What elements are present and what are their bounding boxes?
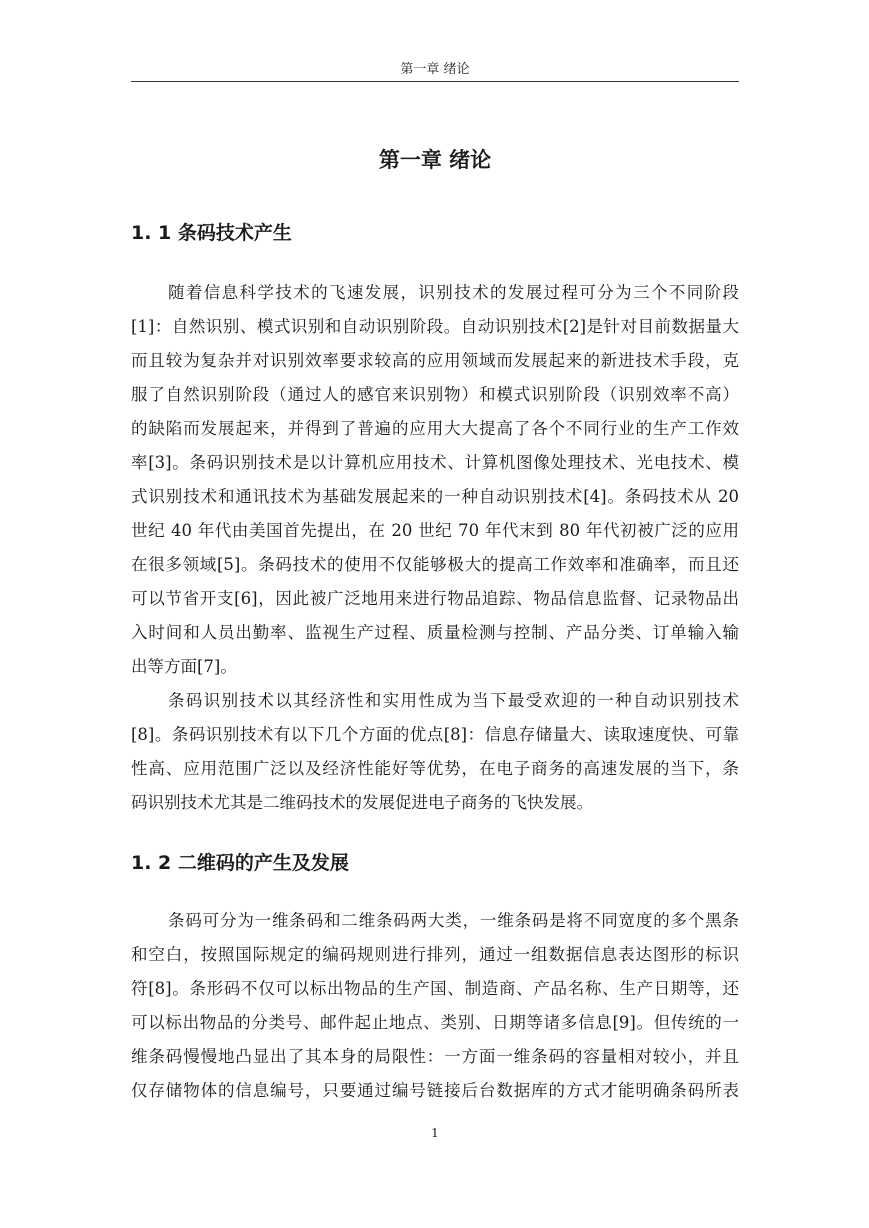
text-line: 入时间和人员出勤率、监视生产过程、质量检测与控制、产品分类、订单输入输 (131, 623, 739, 642)
text-line: 率[3]。条码识别技术是以计算机应用技术、计算机图像处理技术、光电技术、模 (131, 453, 739, 472)
text-line: 维条码慢慢地凸显出了其本身的局限性：一方面一维条码的容量相对较小，并且 (131, 1047, 739, 1066)
text-line: 出等方面[7]。 (131, 657, 237, 676)
text-line: 和空白，按照国际规定的编码规则进行排列，通过一组数据信息表达图形的标识 (131, 945, 739, 964)
section-heading: 1. 1 条码技术产生 (131, 222, 292, 244)
text-line: 服了自然识别阶段（通过人的感官来识别物）和模式识别阶段（识别效率不高） (131, 385, 739, 404)
page-number: 1 (431, 1126, 439, 1140)
text-line: 条码识别技术以其经济性和实用性成为当下最受欢迎的一种自动识别技术 (168, 691, 739, 710)
text-line: 仅存储物体的信息编号，只要通过编号链接后台数据库的方式才能明确条码所表 (131, 1081, 739, 1100)
text-line: [8]。条码识别技术有以下几个方面的优点[8]：信息存储量大、读取速度快、可靠 (131, 725, 739, 744)
text-line: 性高、应用范围广泛以及经济性能好等优势，在电子商务的高速发展的当下，条 (131, 759, 739, 778)
text-line: 式识别技术和通讯技术为基础发展起来的一种自动识别技术[4]。条码技术从 20 (131, 487, 739, 506)
text-line: 在很多领域[5]。条码技术的使用不仅能够极大的提高工作效率和准确率，而且还 (131, 555, 739, 574)
text-line: 可以标出物品的分类号、邮件起止地点、类别、日期等诸多信息[9]。但传统的一 (131, 1013, 739, 1032)
chapter-title: 第一章 绪论 (378, 148, 492, 172)
running-header: 第一章 绪论 (400, 62, 470, 77)
text-line: 符[8]。条形码不仅可以标出物品的生产国、制造商、产品名称、生产日期等，还 (131, 979, 739, 998)
text-line: 码识别技术尤其是二维码技术的发展促进电子商务的飞快发展。 (131, 793, 593, 812)
text-line: 世纪 40 年代由美国首先提出，在 20 世纪 70 年代末到 80 年代初被广泛的应用 (131, 521, 739, 540)
text-line: 可以节省开支[6]，因此被广泛地用来进行物品追踪、物品信息监督、记录物品出 (131, 589, 739, 608)
text-line: 条码可分为一维条码和二维条码两大类，一维条码是将不同宽度的多个黑条 (168, 911, 739, 930)
text-line: 随着信息科学技术的飞速发展，识别技术的发展过程可分为三个不同阶段 (168, 283, 739, 302)
text-line: [1]：自然识别、模式识别和自动识别阶段。自动识别技术[2]是针对目前数据量大 (131, 317, 739, 336)
text-line: 的缺陷而发展起来，并得到了普遍的应用大大提高了各个不同行业的生产工作效 (131, 419, 739, 438)
text-line: 而且较为复杂并对识别效率要求较高的应用领域而发展起来的新进技术手段，克 (131, 351, 739, 370)
section-heading: 1. 2 二维码的产生及发展 (131, 852, 349, 874)
header-rule (131, 81, 739, 82)
